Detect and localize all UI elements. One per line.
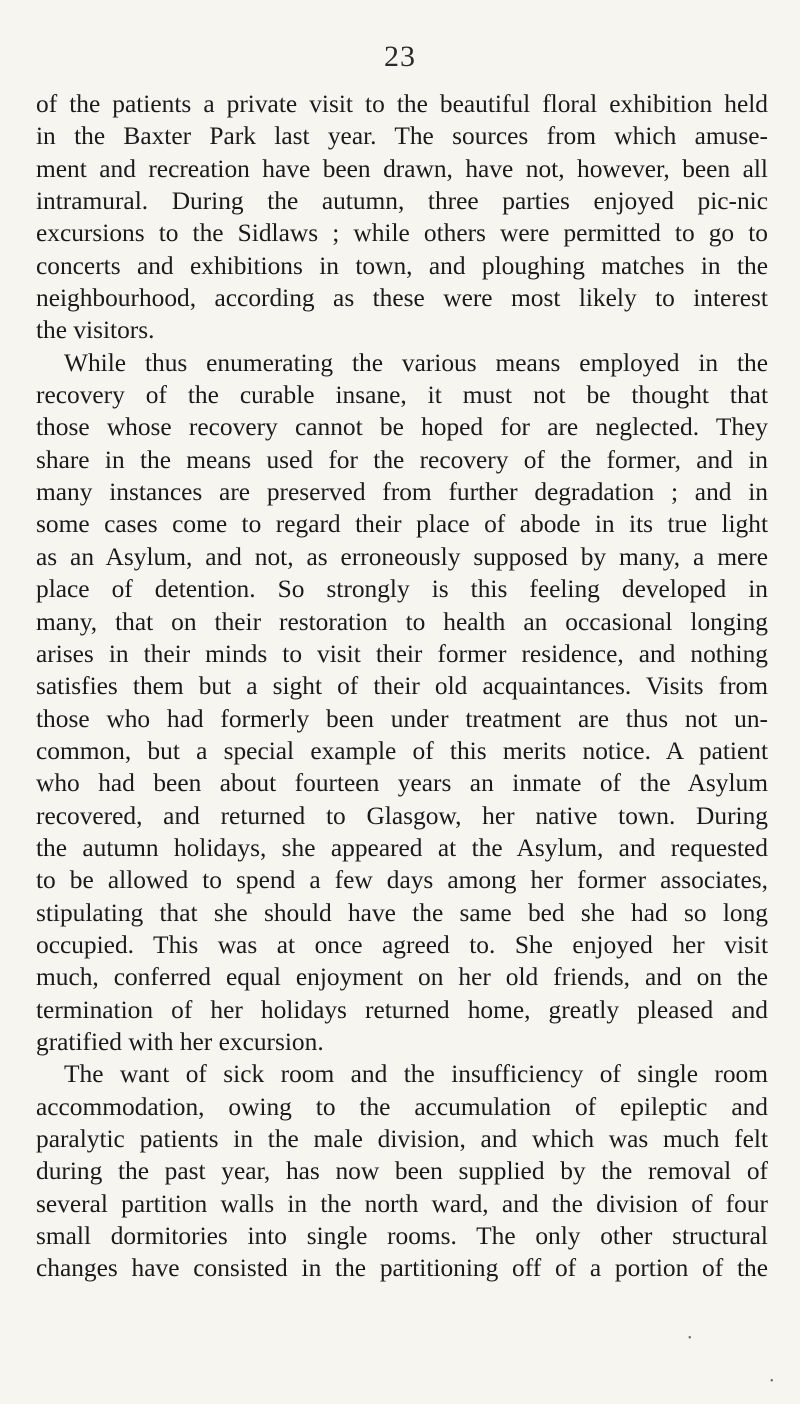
text-line: common, but a special example of this merits notice. A patient	[36, 736, 768, 765]
text-line: the autumn holidays, she appeared at the Asylum, and requested	[36, 833, 768, 862]
text-line: changes have consisted in the partitioning off of a portion of the	[36, 1254, 768, 1283]
text-line: stipulating that she should have the same bed she had so long	[36, 898, 768, 927]
text-line: place of detention. So strongly is this feeling developed in	[36, 575, 768, 604]
text-line: concerts and exhibitions in town, and ploughing matches in the	[36, 251, 768, 280]
paragraph-2	[36, 347, 768, 1059]
text-line: the visitors.	[36, 316, 155, 345]
text-line: who had been about fourteen years an inmate of the Asylum	[36, 769, 768, 798]
text-line: intramural. During the autumn, three parties enjoyed pic-nic	[36, 187, 768, 216]
text-line: those who had formerly been under treatment are thus not un-	[36, 704, 768, 733]
text-line: to be allowed to spend a few days among her former associates,	[36, 866, 768, 895]
text-line: small dormitories into single rooms. The only other structural	[36, 1222, 768, 1251]
text-line: recovered, and returned to Glasgow, her native town. During	[36, 801, 768, 830]
paragraph-1	[36, 88, 768, 347]
text-line: While thus enumerating the various means employed in the	[64, 348, 768, 377]
text-line: excursions to the Sidlaws ; while others were permitted to go to	[36, 219, 768, 248]
text-line: many instances are preserved from further degradation ; and in	[36, 478, 768, 507]
body-text	[36, 88, 768, 1285]
text-line: some cases come to regard their place of abode in its true light	[36, 510, 768, 539]
text-line: The want of sick room and the insufficiency of single room	[64, 1060, 768, 1089]
text-line: occupied. This was at once agreed to. She enjoyed her visit	[36, 930, 768, 959]
text-line: much, conferred equal enjoyment on her old friends, and on the	[36, 963, 768, 992]
text-line: many, that on their restoration to health an occasional longing	[36, 607, 768, 636]
text-line: those whose recovery cannot be hoped for are neglected. They	[36, 413, 768, 442]
text-line: paralytic patients in the male division, and which was much felt	[36, 1125, 768, 1153]
print-speck: •	[770, 1376, 774, 1387]
text-line: termination of her holidays returned home, greatly pleased and	[36, 995, 768, 1024]
paragraph-3	[36, 1058, 768, 1284]
text-line: satisfies them but a sight of their old acquaintances. Visits from	[36, 672, 768, 701]
text-line: share in the means used for the recovery of the former, and in	[36, 445, 768, 474]
text-line: accommodation, owing to the accumulation of epileptic and	[36, 1092, 768, 1121]
text-line: gratified with her excursion.	[36, 1027, 324, 1056]
text-line: recovery of the curable insane, it must not be thought that	[36, 381, 768, 410]
text-line: arises in their minds to visit their former residence, and nothing	[36, 639, 768, 668]
text-line: several partition walls in the north ward, and the division of four	[36, 1189, 768, 1218]
text-line: as an Asylum, and not, as erroneously supposed by many, a mere	[36, 542, 768, 571]
text-line: ment and recreation have been drawn, have not, however, been all	[36, 154, 768, 183]
text-line: during the past year, has now been supplied by the removal of	[36, 1157, 768, 1186]
page-number: 23	[384, 40, 416, 73]
text-line: in the Baxter Park last year. The sources from which amuse-	[36, 122, 768, 151]
text-line: neighbourhood, according as these were most likely to interest	[36, 284, 768, 313]
text-line: of the patients a private visit to the beautiful floral exhibition held	[36, 90, 768, 118]
print-speck: •	[688, 1333, 692, 1344]
